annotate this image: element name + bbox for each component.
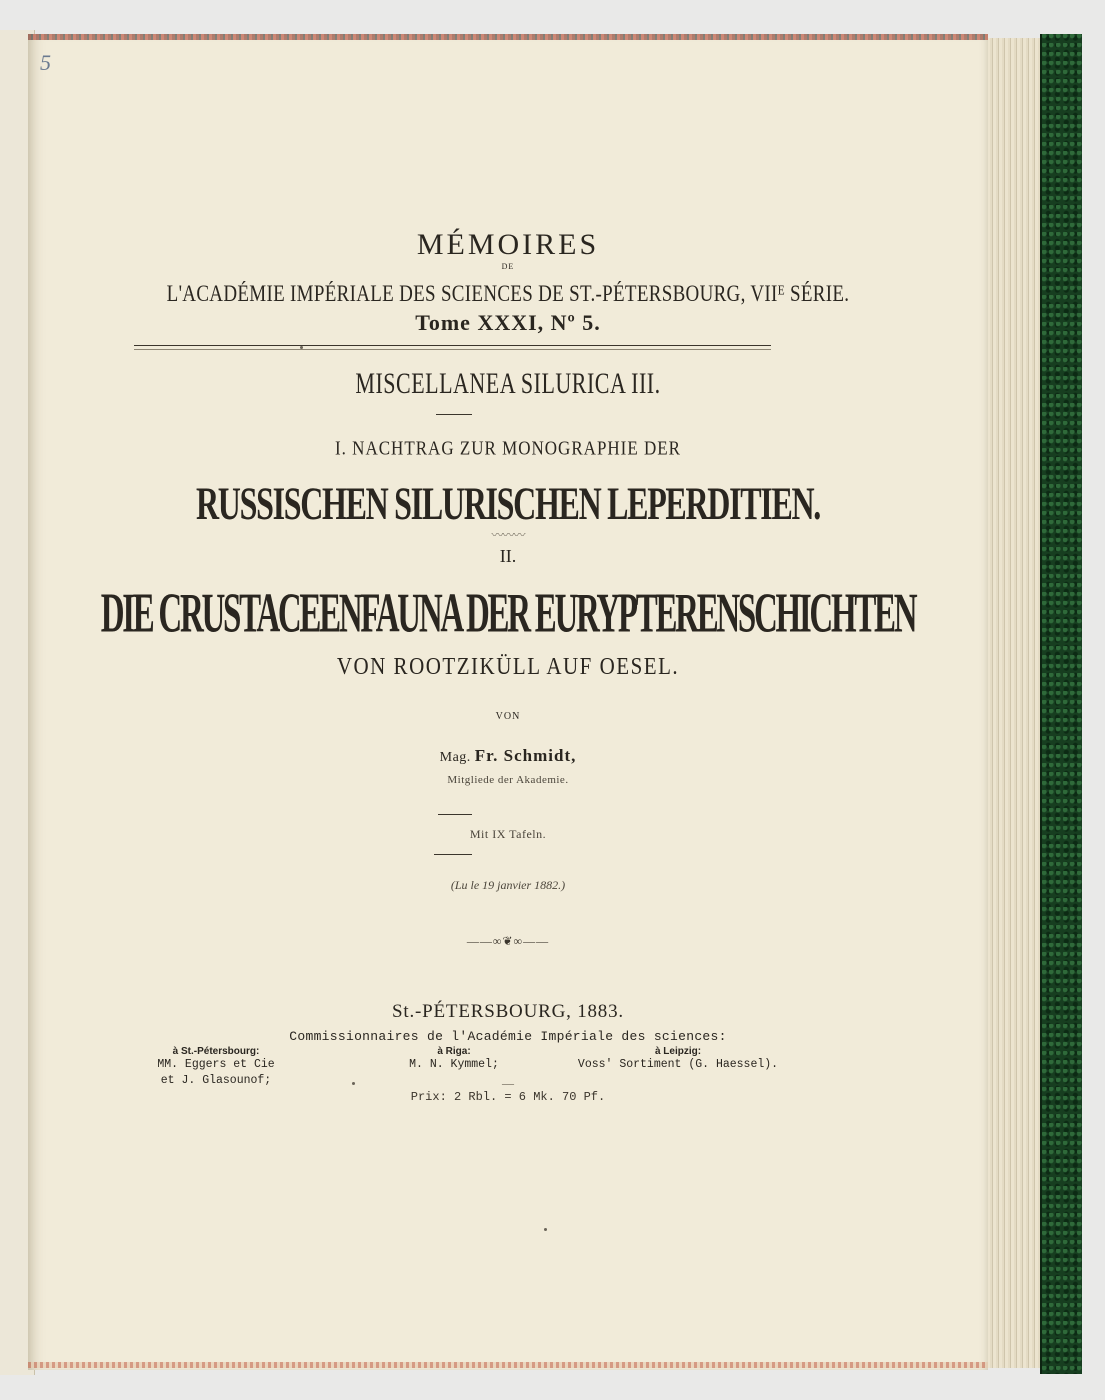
agent-line: M. N. Kymmel; [409, 1058, 499, 1071]
von-label: VON [495, 711, 521, 722]
part2-number: II. [499, 546, 517, 566]
header-rule [134, 345, 771, 346]
agent-line: Voss' Sortiment (G. Haessel). [577, 1058, 779, 1071]
pencil-mark: 5 [40, 50, 51, 75]
de-label: DE [501, 262, 515, 271]
short-rule [436, 414, 472, 415]
author-line [28, 746, 988, 766]
part2-title: DIE CRUSTACEENFAUNA DER EURYPTERENSCHICHTEN [100, 584, 916, 646]
marbled-cover [1040, 34, 1082, 1374]
agent-line: et J. Glasounof; [160, 1074, 272, 1087]
tome-line [28, 310, 988, 336]
dash-divider: — [502, 1076, 514, 1090]
agent-riga [324, 1046, 584, 1073]
read-date: (Lu le 19 janvier 1882.) [450, 878, 566, 892]
header-rule-thin [134, 349, 771, 350]
speck [300, 346, 303, 349]
agent-heading: à St.-Pétersbourg: [172, 1046, 260, 1057]
miscellanea-title: MISCELLANEA SILURICA III. [355, 366, 661, 400]
tome-word: Tome [415, 310, 471, 335]
agent-heading: à Riga: [437, 1046, 471, 1057]
speck [544, 1228, 547, 1231]
short-rule [438, 814, 472, 815]
author-role: Mitgliede der Akademie. [447, 774, 569, 786]
series-title: MÉMOIRES [416, 228, 600, 261]
short-rule [434, 854, 472, 855]
author-prefix: Mag. [439, 750, 471, 765]
tome-number: XXXI, Nº 5. [477, 310, 601, 335]
price-line: Prix: 2 Rbl. = 6 Mk. 70 Pf. [410, 1090, 606, 1104]
academy-line: L'ACADÉMIE IMPÉRIALE DES SCIENCES DE ST.-PÉTERSBOURG, VIIᴱ SÉRIE. [166, 282, 850, 308]
part1-title: RUSSISCHEN SILURISCHEN LEPERDITIEN. [195, 477, 821, 530]
imprint-city-year: St.-PÉTERSBOURG, 1883. [392, 1001, 624, 1022]
part1-intro: I. NACHTRAG ZUR MONOGRAPHIE DER [335, 437, 681, 459]
wavy-divider: 〰〰〰 [491, 528, 525, 542]
agent-leipzig [548, 1046, 808, 1073]
speck [352, 1082, 355, 1085]
ornament: ——∞❦∞—— [466, 934, 550, 948]
bottom-edge-stain [28, 1362, 988, 1368]
plates-note: Mit IX Tafeln. [469, 827, 547, 841]
commission-line: Commissionnaires de l'Académie Impériale des sciences: [289, 1029, 727, 1044]
agent-heading: à Leipzig: [654, 1046, 702, 1057]
part2-subtitle: VON ROOTZIKÜLL AUF OESEL. [336, 652, 680, 680]
agent-line: MM. Eggers et Cie [157, 1058, 275, 1071]
page-edges [984, 38, 1042, 1368]
top-edge-stain [28, 34, 988, 40]
author-name: Fr. Schmidt, [474, 746, 577, 765]
